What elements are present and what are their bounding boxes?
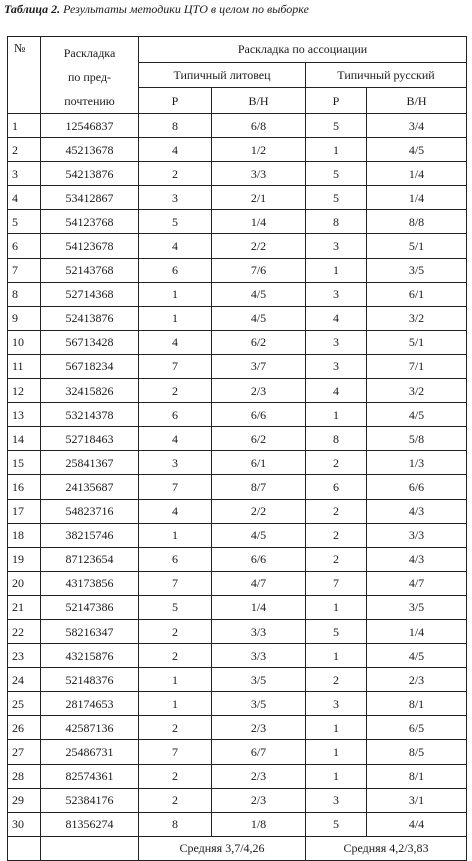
table-row	[8, 475, 467, 499]
table-row	[8, 595, 467, 619]
table-row	[8, 571, 467, 595]
header-group-russian: Типичный русский	[306, 62, 467, 88]
cell-ru-vn: 3/2	[367, 379, 467, 403]
cell-ru-r: 2	[306, 451, 367, 475]
cell-ru-vn: 2/3	[367, 668, 467, 692]
cell-ru-vn: 7/1	[367, 354, 467, 378]
table-row	[8, 812, 467, 836]
cell-lt-r: 4	[139, 499, 212, 523]
cell-ru-r: 3	[306, 692, 367, 716]
cell-ru-r: 2	[306, 523, 367, 547]
row-number: 11	[8, 354, 41, 378]
cell-lt-vn: 6/7	[212, 740, 306, 764]
cell-ru-vn: 4/7	[367, 571, 467, 595]
row-number: 28	[8, 764, 41, 788]
table-row	[8, 162, 467, 186]
cell-ru-r: 4	[306, 379, 367, 403]
row-number: 14	[8, 427, 41, 451]
table-row	[8, 547, 467, 571]
cell-lt-r: 3	[139, 451, 212, 475]
cell-lt-r: 2	[139, 162, 212, 186]
row-number: 4	[8, 186, 41, 210]
cell-ru-r: 2	[306, 547, 367, 571]
header-preference-layout-line2: по пред-	[67, 70, 112, 84]
header-lt-vn: В/Н	[212, 88, 306, 114]
row-number: 12	[8, 379, 41, 403]
cell-lt-r: 8	[139, 812, 212, 836]
cell-lt-vn: 3/3	[212, 619, 306, 643]
cell-ru-r: 3	[306, 354, 367, 378]
cell-ru-r: 4	[306, 306, 367, 330]
table-row	[8, 668, 467, 692]
cell-preference-layout: 38215746	[41, 523, 139, 547]
cell-lt-vn: 6/6	[212, 403, 306, 427]
cell-ru-vn: 8/1	[367, 692, 467, 716]
cell-lt-vn: 3/3	[212, 162, 306, 186]
table-row	[8, 788, 467, 812]
cell-ru-r: 1	[306, 595, 367, 619]
cell-lt-r: 5	[139, 210, 212, 234]
table-row	[8, 403, 467, 427]
cell-ru-r: 3	[306, 282, 367, 306]
cell-preference-layout: 43215876	[41, 644, 139, 668]
cell-ru-vn: 3/5	[367, 595, 467, 619]
table-row	[8, 619, 467, 643]
cell-ru-r: 8	[306, 427, 367, 451]
cell-ru-vn: 4/5	[367, 403, 467, 427]
cell-lt-vn: 1/2	[212, 138, 306, 162]
cell-preference-layout: 56713428	[41, 330, 139, 354]
table-row	[8, 282, 467, 306]
cell-preference-layout: 24135687	[41, 475, 139, 499]
cell-preference-layout: 52718463	[41, 427, 139, 451]
cell-preference-layout: 56718234	[41, 354, 139, 378]
table-row	[8, 330, 467, 354]
cell-preference-layout: 42587136	[41, 716, 139, 740]
cell-lt-vn: 6/2	[212, 330, 306, 354]
cell-ru-vn: 1/4	[367, 619, 467, 643]
cell-preference-layout: 32415826	[41, 379, 139, 403]
table-row	[8, 306, 467, 330]
cell-ru-vn: 3/3	[367, 523, 467, 547]
table-caption-text: Результаты методики ЦТО в целом по выборке	[63, 2, 309, 16]
row-number: 26	[8, 716, 41, 740]
cell-preference-layout: 28174653	[41, 692, 139, 716]
footer-empty-num	[8, 836, 41, 860]
cell-lt-vn: 2/3	[212, 788, 306, 812]
row-number: 30	[8, 812, 41, 836]
cell-ru-vn: 3/2	[367, 306, 467, 330]
cell-lt-vn: 2/1	[212, 186, 306, 210]
cell-ru-vn: 5/1	[367, 234, 467, 258]
row-number: 29	[8, 788, 41, 812]
table-row	[8, 499, 467, 523]
cell-lt-r: 6	[139, 547, 212, 571]
row-number: 15	[8, 451, 41, 475]
cell-ru-r: 2	[306, 668, 367, 692]
cell-ru-r: 2	[306, 499, 367, 523]
row-number: 7	[8, 258, 41, 282]
cell-lt-r: 4	[139, 330, 212, 354]
cell-lt-vn: 6/6	[212, 547, 306, 571]
table-row	[8, 234, 467, 258]
row-number: 25	[8, 692, 41, 716]
row-number: 23	[8, 644, 41, 668]
cell-preference-layout: 12546837	[41, 114, 139, 138]
cell-preference-layout: 81356274	[41, 812, 139, 836]
row-number: 3	[8, 162, 41, 186]
cell-lt-vn: 6/2	[212, 427, 306, 451]
cell-ru-vn: 4/3	[367, 499, 467, 523]
cell-ru-r: 6	[306, 475, 367, 499]
cell-preference-layout: 43173856	[41, 571, 139, 595]
cell-lt-vn: 6/1	[212, 451, 306, 475]
header-preference-layout-line1: Раскладка	[63, 46, 116, 60]
header-preference-layout-line3: почтению	[64, 94, 115, 108]
cell-preference-layout: 54823716	[41, 499, 139, 523]
table-row	[8, 138, 467, 162]
cell-lt-vn: 4/5	[212, 523, 306, 547]
table-row	[8, 716, 467, 740]
row-number: 5	[8, 210, 41, 234]
cell-ru-r: 1	[306, 764, 367, 788]
cell-ru-r: 1	[306, 644, 367, 668]
table-row	[8, 258, 467, 282]
table-caption-label: Таблица 2.	[4, 2, 61, 16]
header-group-lithuanian: Типичный литовец	[139, 62, 306, 88]
row-number: 27	[8, 740, 41, 764]
table-row	[8, 379, 467, 403]
cell-ru-vn: 8/5	[367, 740, 467, 764]
cell-lt-r: 1	[139, 282, 212, 306]
cell-preference-layout: 52384176	[41, 788, 139, 812]
cell-ru-r: 3	[306, 234, 367, 258]
cell-ru-r: 1	[306, 403, 367, 427]
row-number: 20	[8, 571, 41, 595]
cell-preference-layout: 52143768	[41, 258, 139, 282]
header-number: №	[8, 37, 41, 114]
cell-ru-vn: 4/4	[367, 812, 467, 836]
cell-lt-r: 7	[139, 740, 212, 764]
cell-ru-r: 1	[306, 716, 367, 740]
table-footer-row	[8, 836, 467, 860]
cell-lt-r: 7	[139, 475, 212, 499]
row-number: 9	[8, 306, 41, 330]
cell-lt-vn: 2/3	[212, 764, 306, 788]
table-row	[8, 451, 467, 475]
cell-lt-r: 1	[139, 692, 212, 716]
table-caption	[4, 2, 309, 17]
cell-lt-vn: 4/5	[212, 282, 306, 306]
cell-lt-r: 2	[139, 764, 212, 788]
row-number: 13	[8, 403, 41, 427]
row-number: 10	[8, 330, 41, 354]
cell-ru-r: 8	[306, 210, 367, 234]
row-number: 17	[8, 499, 41, 523]
footer-average-lithuanian: Средняя 3,7/4,26	[139, 836, 306, 860]
table-row	[8, 644, 467, 668]
footer-average-russian: Средняя 4,2/3,83	[306, 836, 467, 860]
cell-ru-vn: 4/5	[367, 644, 467, 668]
cell-lt-vn: 1/4	[212, 595, 306, 619]
cell-ru-vn: 6/5	[367, 716, 467, 740]
cell-ru-r: 1	[306, 138, 367, 162]
cell-ru-vn: 8/8	[367, 210, 467, 234]
cell-ru-vn: 4/3	[367, 547, 467, 571]
cell-lt-r: 1	[139, 306, 212, 330]
row-number: 19	[8, 547, 41, 571]
cell-lt-r: 4	[139, 234, 212, 258]
cell-lt-vn: 6/8	[212, 114, 306, 138]
cell-lt-vn: 4/7	[212, 571, 306, 595]
cell-ru-r: 5	[306, 162, 367, 186]
cell-lt-r: 3	[139, 186, 212, 210]
cell-ru-r: 5	[306, 619, 367, 643]
cell-lt-vn: 1/4	[212, 210, 306, 234]
cell-ru-vn: 8/1	[367, 764, 467, 788]
table-row	[8, 764, 467, 788]
cell-lt-vn: 3/5	[212, 668, 306, 692]
cell-ru-r: 7	[306, 571, 367, 595]
cell-ru-r: 1	[306, 258, 367, 282]
table-row	[8, 740, 467, 764]
row-number: 1	[8, 114, 41, 138]
cell-lt-r: 2	[139, 644, 212, 668]
cell-preference-layout: 54213876	[41, 162, 139, 186]
header-association-layout: Раскладка по ассоциации	[139, 37, 467, 63]
cell-ru-r: 3	[306, 788, 367, 812]
footer-empty-layout	[41, 836, 139, 860]
cell-ru-r: 3	[306, 330, 367, 354]
cell-lt-vn: 3/3	[212, 644, 306, 668]
cell-lt-vn: 2/2	[212, 499, 306, 523]
cell-preference-layout: 53214378	[41, 403, 139, 427]
cell-preference-layout: 53412867	[41, 186, 139, 210]
table-row	[8, 186, 467, 210]
results-table	[7, 36, 467, 861]
row-number: 24	[8, 668, 41, 692]
cell-lt-vn: 1/8	[212, 812, 306, 836]
row-number: 18	[8, 523, 41, 547]
cell-ru-vn: 1/3	[367, 451, 467, 475]
table-body	[8, 114, 467, 837]
cell-lt-r: 2	[139, 379, 212, 403]
cell-ru-vn: 3/5	[367, 258, 467, 282]
cell-ru-vn: 5/8	[367, 427, 467, 451]
cell-ru-r: 5	[306, 186, 367, 210]
cell-preference-layout: 82574361	[41, 764, 139, 788]
cell-lt-r: 6	[139, 403, 212, 427]
cell-preference-layout: 54123768	[41, 210, 139, 234]
cell-preference-layout: 45213678	[41, 138, 139, 162]
cell-preference-layout: 87123654	[41, 547, 139, 571]
cell-lt-r: 7	[139, 354, 212, 378]
table-row	[8, 523, 467, 547]
cell-preference-layout: 54123678	[41, 234, 139, 258]
cell-preference-layout: 52714368	[41, 282, 139, 306]
row-number: 2	[8, 138, 41, 162]
cell-lt-vn: 2/3	[212, 379, 306, 403]
header-preference-layout	[41, 37, 139, 114]
cell-ru-vn: 5/1	[367, 330, 467, 354]
row-number: 21	[8, 595, 41, 619]
cell-ru-vn: 6/1	[367, 282, 467, 306]
table-row	[8, 427, 467, 451]
cell-lt-r: 6	[139, 258, 212, 282]
table-row	[8, 210, 467, 234]
row-number: 16	[8, 475, 41, 499]
row-number: 6	[8, 234, 41, 258]
cell-lt-r: 2	[139, 716, 212, 740]
cell-lt-vn: 3/5	[212, 692, 306, 716]
cell-ru-vn: 3/4	[367, 114, 467, 138]
cell-ru-r: 5	[306, 812, 367, 836]
cell-ru-r: 1	[306, 740, 367, 764]
cell-lt-r: 4	[139, 427, 212, 451]
cell-ru-vn: 3/1	[367, 788, 467, 812]
table-row	[8, 354, 467, 378]
header-lt-r: Р	[139, 88, 212, 114]
cell-preference-layout: 25486731	[41, 740, 139, 764]
cell-preference-layout: 52413876	[41, 306, 139, 330]
table-row	[8, 692, 467, 716]
header-ru-r: Р	[306, 88, 367, 114]
cell-ru-vn: 4/5	[367, 138, 467, 162]
table-row	[8, 114, 467, 138]
cell-lt-r: 4	[139, 138, 212, 162]
cell-ru-vn: 1/4	[367, 186, 467, 210]
cell-preference-layout: 52147386	[41, 595, 139, 619]
cell-lt-vn: 8/7	[212, 475, 306, 499]
cell-preference-layout: 52148376	[41, 668, 139, 692]
cell-lt-r: 1	[139, 668, 212, 692]
cell-lt-r: 8	[139, 114, 212, 138]
cell-lt-vn: 3/7	[212, 354, 306, 378]
cell-lt-vn: 2/3	[212, 716, 306, 740]
cell-preference-layout: 58216347	[41, 619, 139, 643]
cell-preference-layout: 25841367	[41, 451, 139, 475]
cell-lt-r: 2	[139, 619, 212, 643]
cell-ru-vn: 1/4	[367, 162, 467, 186]
cell-lt-vn: 4/5	[212, 306, 306, 330]
row-number: 22	[8, 619, 41, 643]
header-ru-vn: В/Н	[367, 88, 467, 114]
cell-lt-vn: 7/6	[212, 258, 306, 282]
cell-lt-r: 1	[139, 523, 212, 547]
cell-ru-r: 5	[306, 114, 367, 138]
cell-lt-r: 7	[139, 571, 212, 595]
row-number: 8	[8, 282, 41, 306]
cell-lt-r: 5	[139, 595, 212, 619]
cell-lt-r: 2	[139, 788, 212, 812]
cell-lt-vn: 2/2	[212, 234, 306, 258]
cell-ru-vn: 6/6	[367, 475, 467, 499]
